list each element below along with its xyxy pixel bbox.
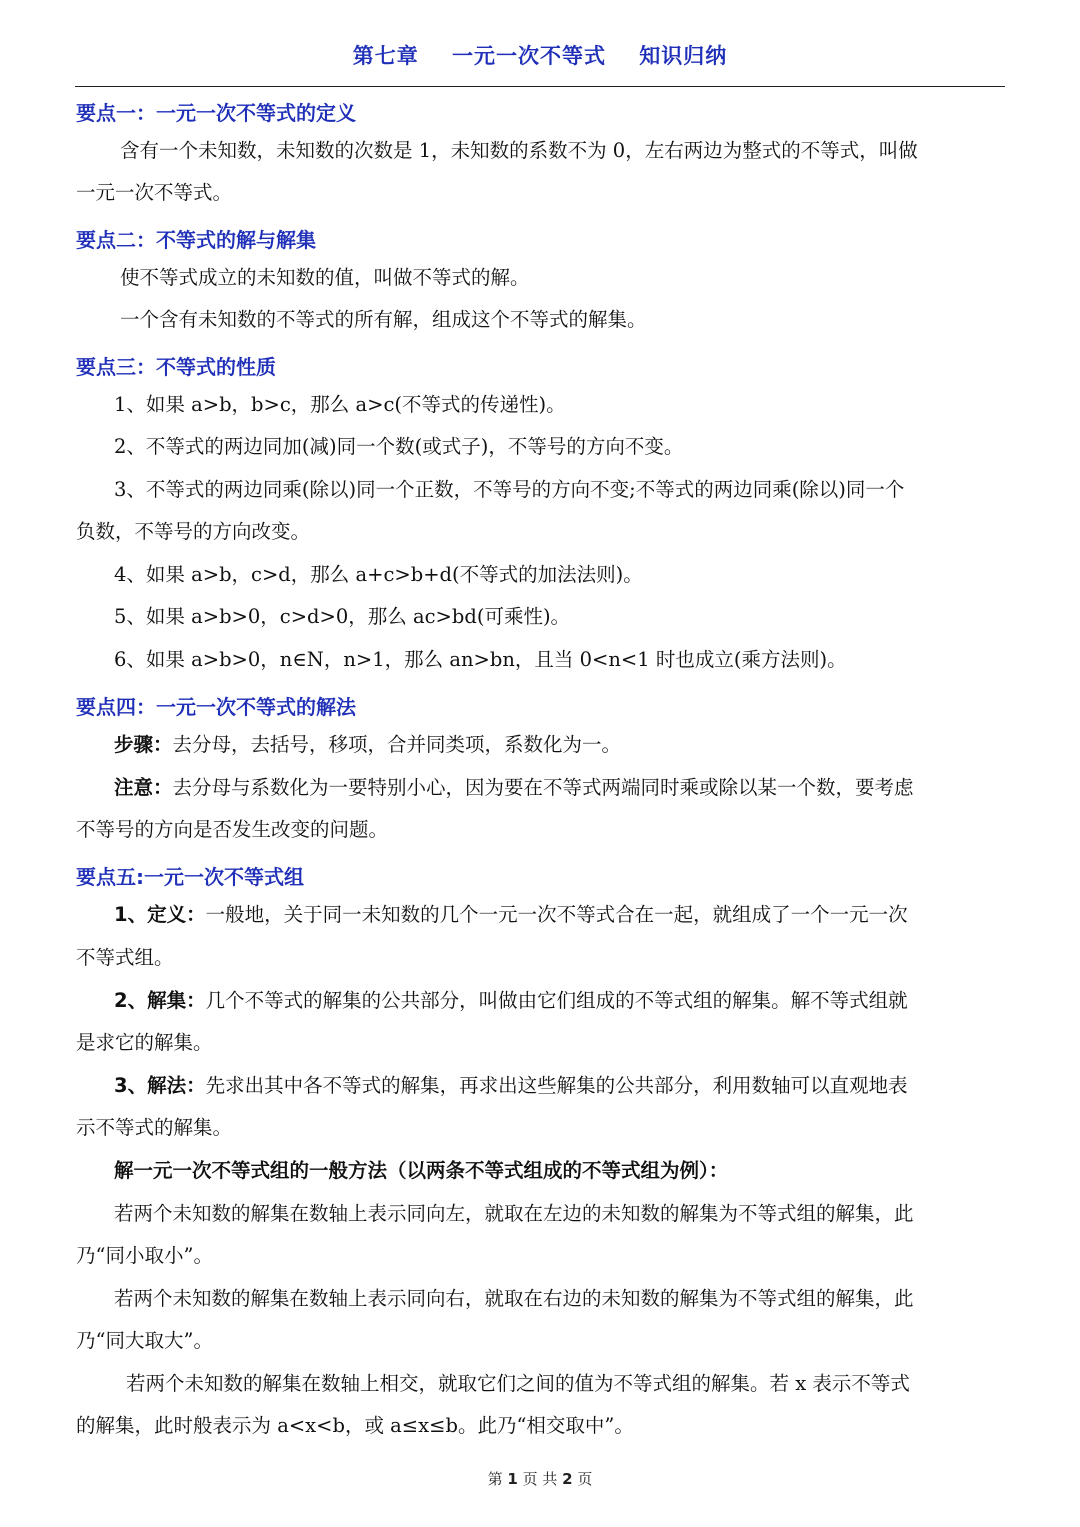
heading-point-1: 要点一：一元一次不等式的定义: [76, 101, 356, 125]
title-divider: [75, 86, 1005, 87]
s3-item-4: 4、如果 a>b，c>d，那么 a+c>b+d(不等式的加法法则)。: [114, 563, 643, 586]
s3-item-3-line-2: 负数，不等号的方向改变。: [76, 520, 311, 543]
s4-steps-text: 去分母，去括号，移项，合并同类项，系数化为一。: [172, 733, 622, 756]
s5-method-line-1: [76, 1065, 1006, 1107]
s4-note-text: 去分母与系数化为一要特别小心，因为要在不等式两端同时乘或除以某一个数，要考虑: [172, 776, 914, 799]
s4-note-label: 注意：: [114, 776, 173, 799]
heading-point-5: 要点五:一元一次不等式组: [76, 865, 304, 889]
page-title: 第七章 一元一次不等式 知识归纳: [352, 44, 728, 68]
footer-suffix: 页: [577, 1470, 593, 1488]
s4-note-line-1: [76, 767, 1006, 809]
s4-note-line-2: 不等号的方向是否发生改变的问题。: [76, 818, 389, 841]
heading-point-2: 要点二：不等式的解与解集: [76, 228, 316, 252]
s5-solution-set-label: 2、解集：: [114, 989, 206, 1012]
s2-paragraph-2: 一个含有未知数的不等式的所有解，组成这个不等式的解集。: [120, 308, 647, 331]
s5-rule-3-line-2: 的解集，此时般表示为 a<x<b，或 a≤x≤b。此乃“相交取中”。: [76, 1414, 634, 1437]
s3-item-3-line-1: 3、不等式的两边同乘(除以)同一个正数，不等号的方向不变;不等式的两边同乘(除以)同一个: [114, 478, 905, 501]
s5-rule-1-line-1: 若两个未知数的解集在数轴上表示同向左，就取在左边的未知数的解集为不等式组的解集，此: [114, 1202, 914, 1225]
s5-definition-text: 一般地，关于同一未知数的几个一元一次不等式合在一起，就组成了一个一元一次: [205, 903, 908, 926]
s1-paragraph-line-2: 一元一次不等式。: [76, 181, 233, 204]
s5-method-text: 先求出其中各不等式的解集，再求出这些解集的公共部分，利用数轴可以直观地表: [205, 1074, 908, 1097]
s5-rule-2-line-2: 乃“同大取大”。: [76, 1329, 213, 1352]
s4-steps-label: 步骤：: [114, 733, 173, 756]
footer-middle: 页 共: [522, 1470, 558, 1488]
s5-rule-3-line-1: 若两个未知数的解集在数轴上相交，就取它们之间的值为不等式组的解集。若 x 表示不等式: [126, 1372, 910, 1395]
s5-definition-line-1: [76, 894, 1006, 936]
heading-point-4: 要点四：一元一次不等式的解法: [76, 695, 356, 719]
s5-rule-2-line-1: 若两个未知数的解集在数轴上表示同向右，就取在右边的未知数的解集为不等式组的解集，此: [114, 1287, 914, 1310]
footer-prefix: 第: [487, 1470, 503, 1488]
s1-paragraph-line-1: 含有一个未知数，未知数的次数是 1，未知数的系数不为 0，左右两边为整式的不等式，叫做: [120, 139, 918, 162]
heading-point-3: 要点三：不等式的性质: [76, 355, 276, 379]
s3-item-1: 1、如果 a>b，b>c，那么 a>c(不等式的传递性)。: [114, 393, 566, 416]
s5-definition-line-2: 不等式组。: [76, 946, 174, 969]
page-footer: [0, 1468, 1080, 1489]
s5-solution-set-text: 几个不等式的解集的公共部分，叫做由它们组成的不等式组的解集。解不等式组就: [205, 989, 908, 1012]
footer-page-number: 1: [507, 1470, 518, 1488]
s5-solution-set-line-2: 是求它的解集。: [76, 1031, 213, 1054]
s5-definition-label: 1、定义：: [114, 903, 206, 926]
s3-item-6: 6、如果 a>b>0，n∈N，n>1，那么 an>bn，且当 0<n<1 时也成立(乘方法则)。: [114, 648, 847, 671]
s4-steps: [76, 724, 1006, 766]
s5-method-label: 3、解法：: [114, 1074, 206, 1097]
s3-item-2: 2、不等式的两边同加(减)同一个数(或式子)，不等号的方向不变。: [114, 435, 684, 458]
s5-rule-1-line-2: 乃“同小取小”。: [76, 1244, 213, 1267]
s5-general-method-title: 解一元一次不等式组的一般方法（以两条不等式组成的不等式组为例）：: [114, 1159, 729, 1182]
s3-item-5: 5、如果 a>b>0，c>d>0，那么 ac>bd(可乘性)。: [114, 605, 571, 628]
s5-method-line-2: 示不等式的解集。: [76, 1116, 233, 1139]
s2-paragraph-1: 使不等式成立的未知数的值，叫做不等式的解。: [120, 266, 530, 289]
footer-total-pages: 2: [562, 1470, 573, 1488]
s5-solution-set-line-1: [76, 980, 1006, 1022]
